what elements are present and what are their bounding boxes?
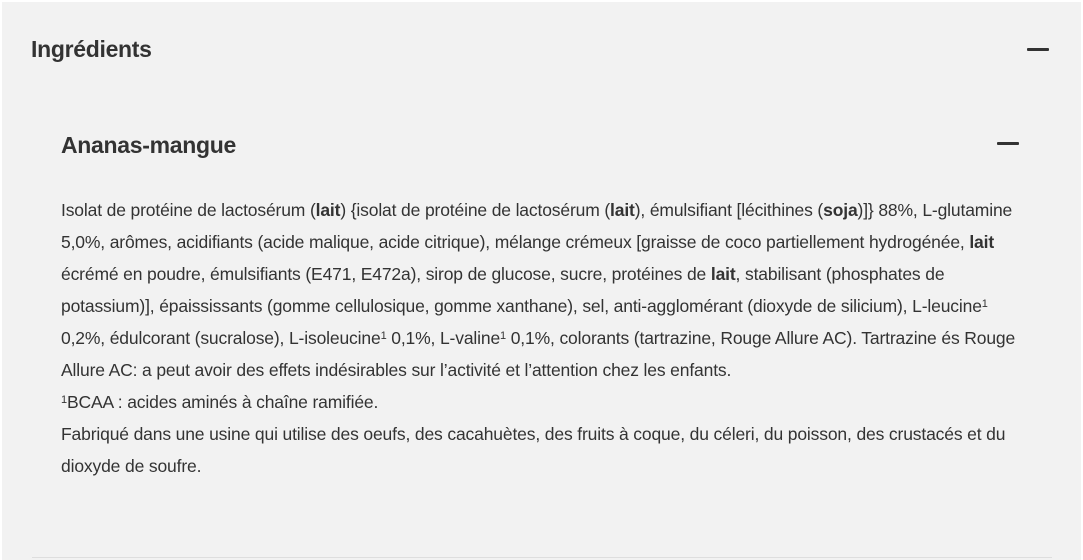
allergen-highlight: lait xyxy=(610,200,635,220)
ingredient-text: écrémé en poudre, émulsifiants (E471, E472a), sirop de glucose, sucre, protéines de xyxy=(61,264,711,284)
divider xyxy=(32,557,1052,558)
ingredient-text: )]} 88%, L-glutamine 5,0%, arômes, acidifiants (acide malique, acide citrique), mélange crémeux [graisse de coco partiellement hydrogénée, xyxy=(61,200,1013,252)
section-title: Ingrédients xyxy=(31,36,152,62)
minus-icon xyxy=(1027,48,1049,51)
allergen-note: Fabriqué dans une usine qui utilise des oeufs, des cacahuètes, des fruits à coque, du céleri, du poisson, des crustacés et du dioxyde de soufre. xyxy=(61,424,1006,476)
ingredients-section-header[interactable] xyxy=(31,36,1051,70)
ingredients-panel xyxy=(2,2,1081,560)
footnote-marker: 1 xyxy=(61,394,67,406)
product-variant-header[interactable] xyxy=(61,132,1021,166)
allergen-highlight: soja xyxy=(823,200,858,220)
product-variant-title: Ananas-mangue xyxy=(61,132,237,158)
ingredient-text: ) {isolat de protéine de lactosérum ( xyxy=(340,200,611,220)
collapse-variant-button[interactable] xyxy=(997,132,1021,156)
ingredient-text: 0,1%, L-valine xyxy=(386,328,501,348)
ingredient-text: 0,2%, édulcorant (sucralose), L-isoleucine xyxy=(61,328,381,348)
ingredient-text: , stabilisant (phosphates de potassium)], épaississants (gomme cellulosique, gomme xanthane), sel, anti-agglomérant (dioxyde de silicium), L-leucine xyxy=(61,264,982,316)
footnote-marker: 1 xyxy=(380,330,387,342)
ingredient-list xyxy=(61,194,1031,386)
ingredient-text: ), émulsifiant [lécithines ( xyxy=(634,200,824,220)
allergen-highlight: lait xyxy=(969,232,995,252)
allergen-highlight: lait xyxy=(315,200,341,220)
footnote-marker: 1 xyxy=(981,298,988,310)
allergen-highlight: lait xyxy=(710,264,736,284)
collapse-section-button[interactable] xyxy=(1027,38,1051,62)
minus-icon xyxy=(997,142,1019,145)
ingredient-text: 0,1%, colorants (tartrazine, Rouge Allure AC). Tartrazine és Rouge Allure AC: a peut avoir des effets indésirables sur l’activité et l’attention chez les enfants. xyxy=(61,328,1016,380)
bcaa-footnote xyxy=(61,386,1031,418)
footnote-marker: 1 xyxy=(500,330,507,342)
bcaa-note: BCAA : acides aminés à chaîne ramifiée. xyxy=(66,392,379,412)
ingredients-text xyxy=(61,194,1031,482)
ingredient-text: Isolat de protéine de lactosérum ( xyxy=(61,200,316,220)
